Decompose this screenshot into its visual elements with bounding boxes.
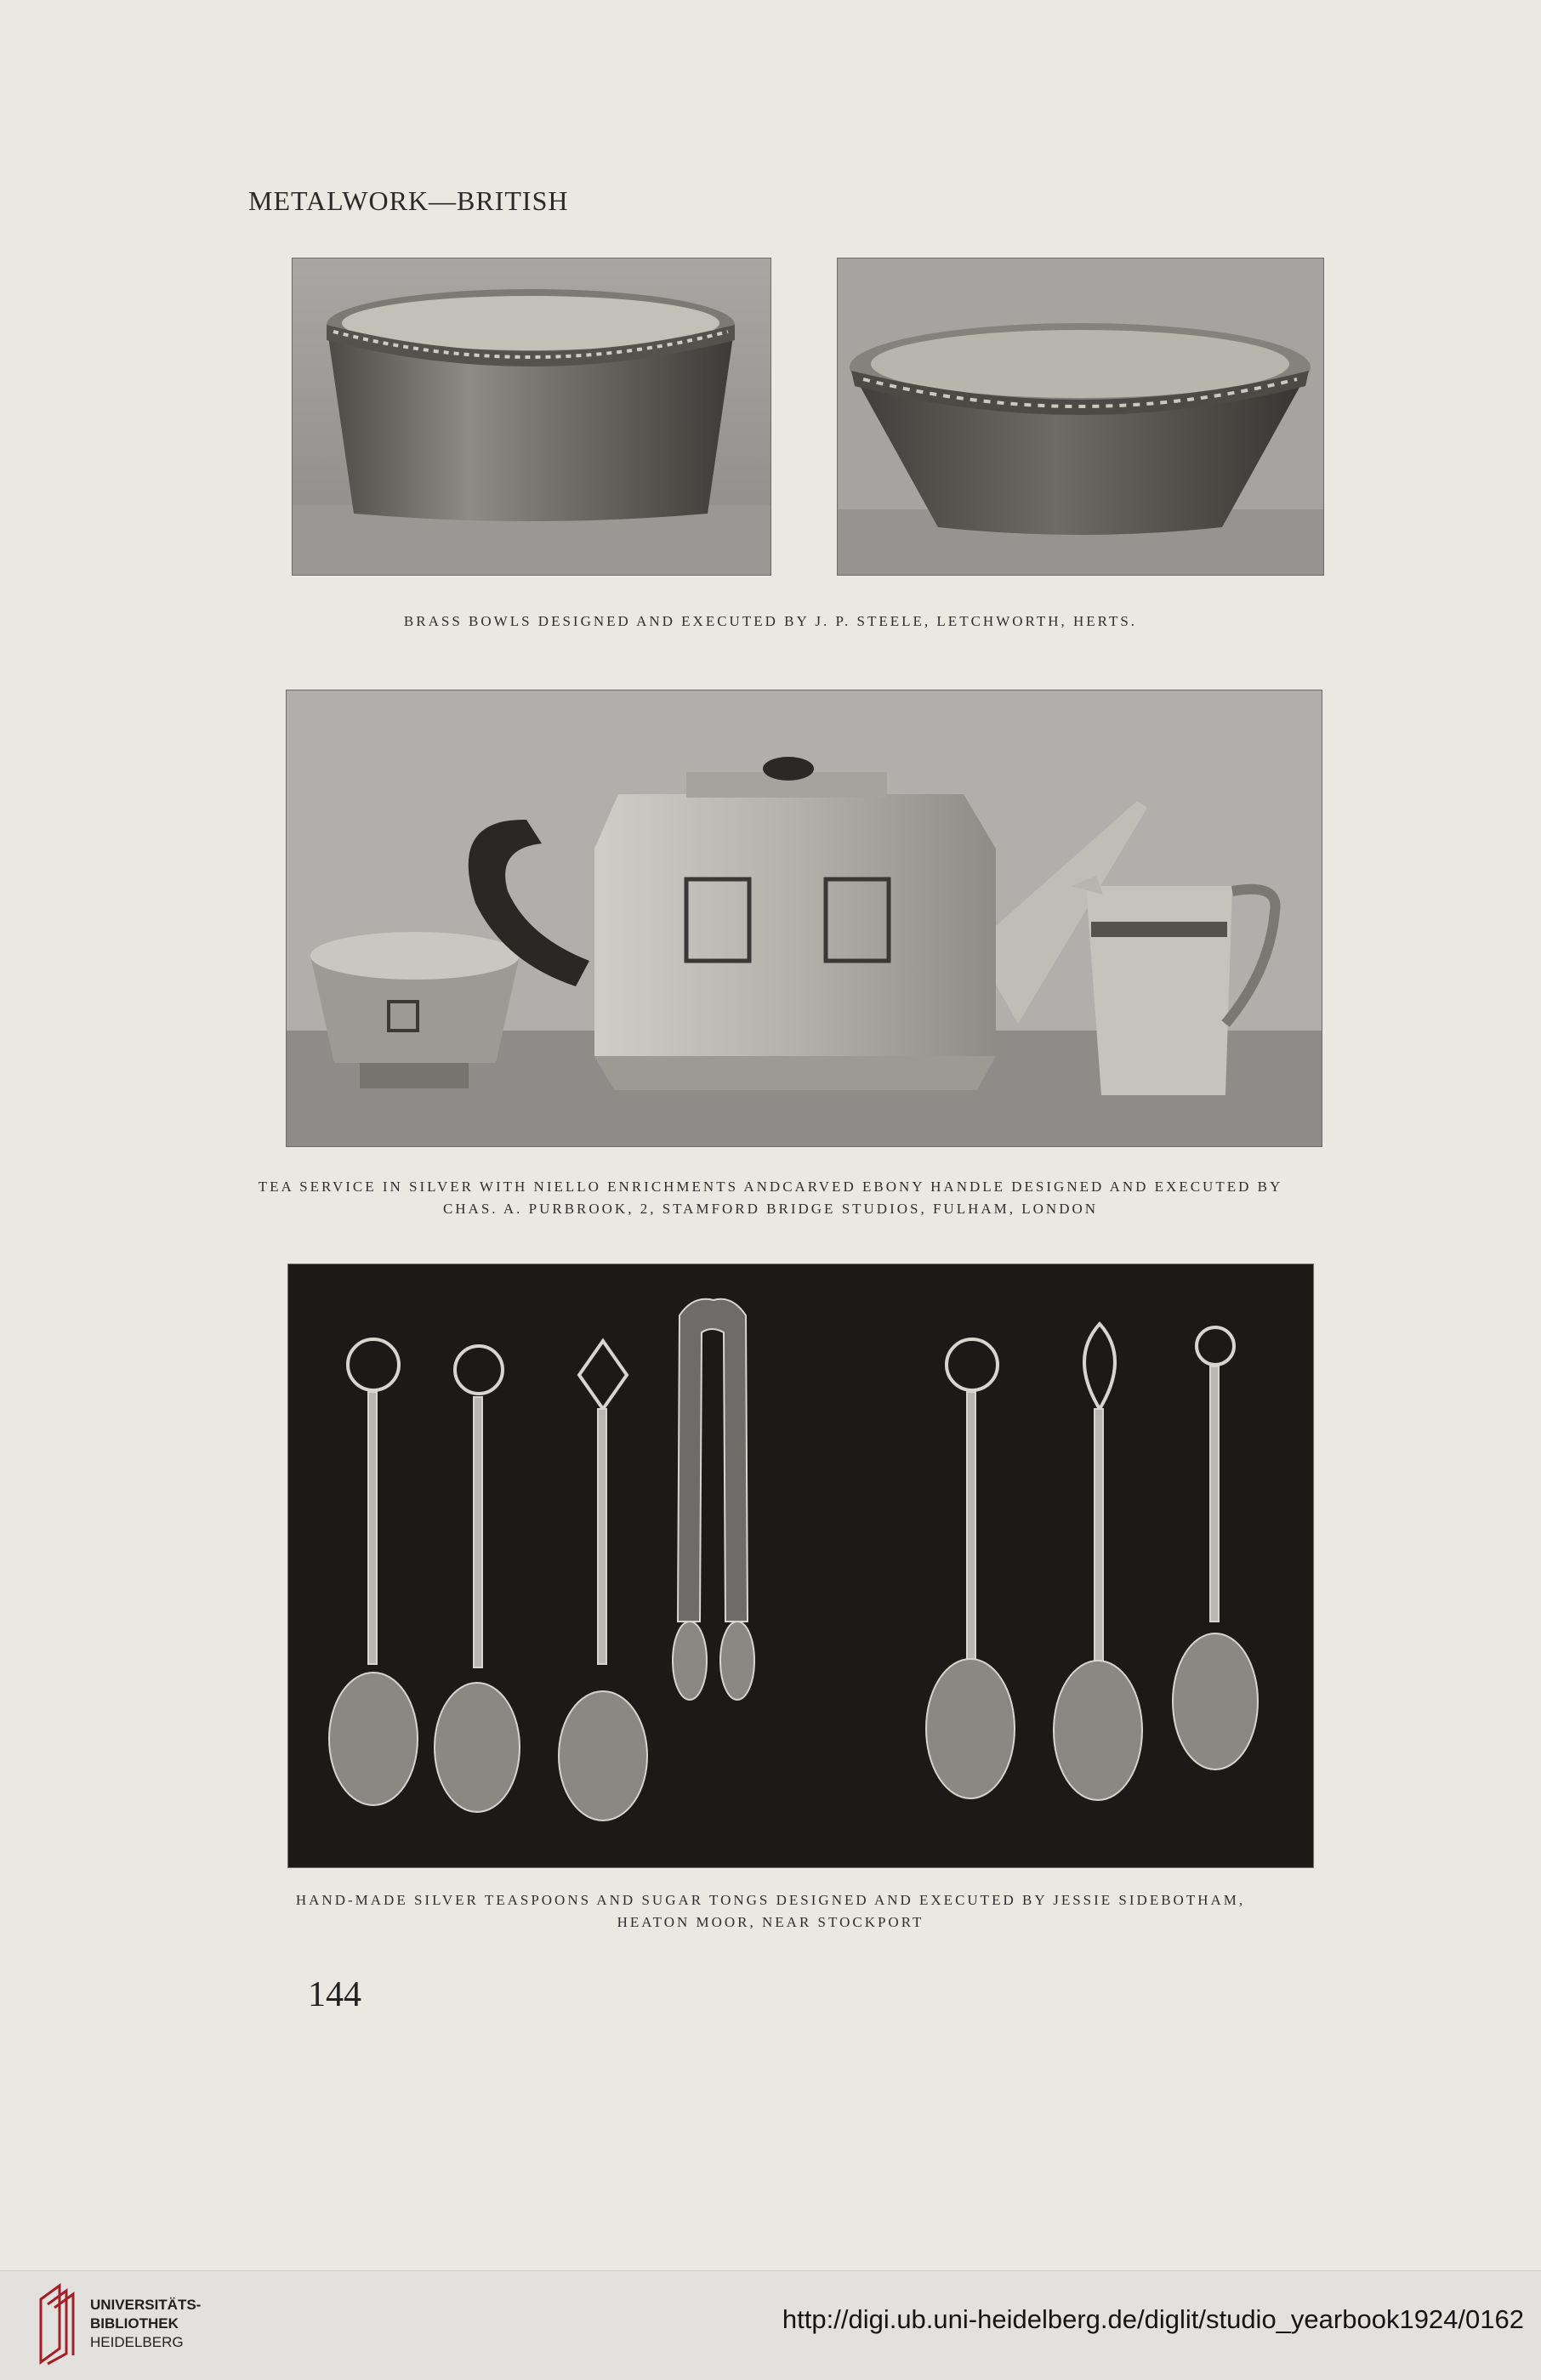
caption-tea-service xyxy=(0,1176,1541,1220)
caption-line: BRASS BOWLS DESIGNED AND EXECUTED BY J. P. STEELE, LETCHWORTH, HERTS. xyxy=(403,613,1138,629)
caption-line: CHAS. A. PURBROOK, 2, STAMFORD BRIDGE STUDIOS, FULHAM, LONDON xyxy=(442,1201,1099,1217)
caption-line: HEATON MOOR, NEAR STOCKPORT xyxy=(617,1914,924,1930)
tea-service-photo xyxy=(286,690,1322,1147)
caption-brass-bowls xyxy=(0,611,1541,633)
library-line: BIBLIOTHEK xyxy=(90,2315,179,2332)
brass-bowl-photo-right xyxy=(837,258,1324,576)
teaspoons-photo xyxy=(287,1264,1314,1868)
library-line: UNIVERSITÄTS- xyxy=(90,2297,202,2313)
page-number: 144 xyxy=(308,1975,361,2014)
running-head: METALWORK—BRITISH xyxy=(248,185,569,216)
source-url-link[interactable]: http://digi.ub.uni-heidelberg.de/diglit/studio_yearbook1924/0162 xyxy=(782,2304,1524,2334)
university-library-logo-icon xyxy=(37,2282,83,2366)
library-line: HEIDELBERG xyxy=(90,2334,184,2350)
library-name xyxy=(90,2296,201,2352)
caption-line: HAND-MADE SILVER TEASPOONS AND SUGAR TONGS DESIGNED AND EXECUTED BY JESSIE SIDEBOTHAM, xyxy=(295,1892,1246,1908)
brass-bowl-photo-left xyxy=(292,258,771,576)
caption-line: TEA SERVICE IN SILVER WITH NIELLO ENRICHMENTS ANDCARVED EBONY HANDLE DESIGNED AND EXECUTED BY xyxy=(258,1179,1283,1195)
caption-teaspoons xyxy=(0,1889,1541,1934)
